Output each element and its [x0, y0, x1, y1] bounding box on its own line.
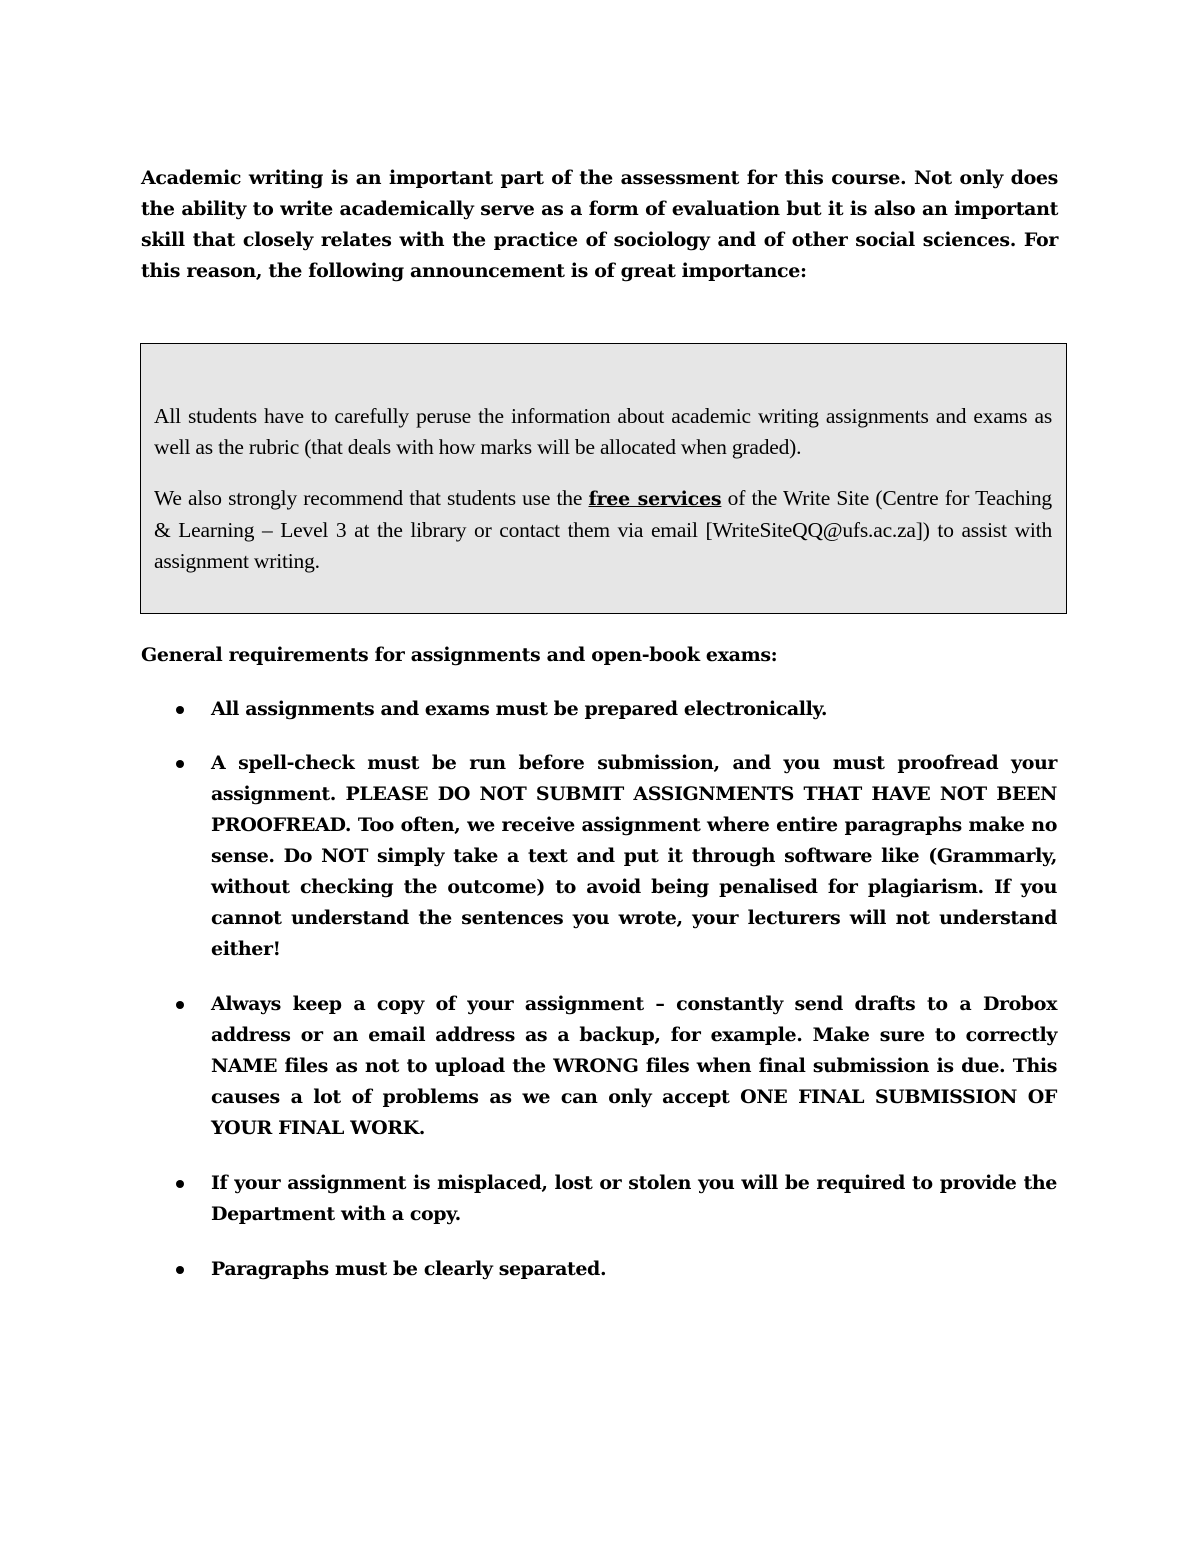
free-services-link[interactable]: free services	[588, 488, 722, 510]
announcement-box	[140, 343, 1067, 614]
announcement-text-before-link: We also strongly recommend that students use the	[154, 486, 589, 510]
requirement-text: Paragraphs must be clearly separated.	[211, 1258, 607, 1280]
requirement-text: A spell-check must be run before submission, and you must proofread your assignment. PLEASE DO NOT SUBMIT ASSIGNMENTS THAT HAVE NOT BEEN PROOFREAD. Too often, we receive assignment where entire paragraphs make no sense. Do NOT simply take a text and put it through software like (Grammarly, without checking the outcome) to avoid being penalised for plagiarism. If you cannot understand the sentences you wrote, your lecturers will not understand either!	[211, 752, 1057, 960]
requirements-heading: General requirements for assignments and open-book exams:	[141, 644, 778, 666]
bullet-icon	[176, 1180, 184, 1188]
bullet-icon	[176, 706, 184, 714]
bullet-icon	[176, 760, 184, 768]
announcement-text-after-link: of the Write Site (Centre for Teaching & Learning – Level 3 at the library or contact them via email [WriteSiteQQ@ufs.ac.za]) to assist with assignment writing.	[154, 486, 1052, 573]
requirement-text: If your assignment is misplaced, lost or stolen you will be required to provide the Department with a copy.	[211, 1172, 1057, 1225]
bullet-icon	[176, 1266, 184, 1274]
requirement-text: All assignments and exams must be prepared electronically.	[211, 698, 828, 720]
requirement-text: Always keep a copy of your assignment – constantly send drafts to a Drobox address or an email address as a backup, for example. Make sure to correctly NAME files as not to upload the WRONG files when final submission is due. This causes a lot of problems as we can only accept ONE FINAL SUBMISSION OF YOUR FINAL WORK.	[211, 993, 1057, 1139]
announcement-paragraph-1: All students have to carefully peruse the information about academic writing assignments and exams as well as the rubric (that deals with how marks will be allocated when graded).	[154, 404, 1052, 459]
bullet-icon	[176, 1001, 184, 1009]
announcement-paragraph-2	[154, 483, 1052, 577]
intro-paragraph: Academic writing is an important part of the assessment for this course. Not only does the ability to write academically serve as a form of evaluation but it is also an important skill that closely relates with the practice of sociology and of other social sciences. For this reason, the following announcement is of great importance:	[141, 167, 1058, 282]
